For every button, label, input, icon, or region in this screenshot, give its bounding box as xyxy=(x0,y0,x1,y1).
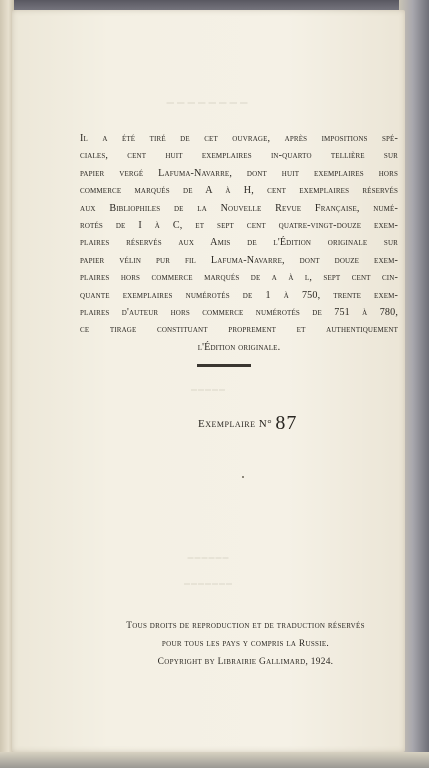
ink-speck xyxy=(242,476,244,478)
copy-label: Exemplaire N° xyxy=(198,418,273,430)
colophon-line: ce tirage constituant proprement et authentiquement xyxy=(80,324,398,336)
rights-line: Tous droits de reproduction et de traduction réservés xyxy=(126,621,365,631)
copy-number: 87 xyxy=(275,412,298,434)
colophon-line-final: l'Édition originale. xyxy=(197,341,281,353)
colophon-line: rotés de I à C, et sept cent quatre-vingt-douze exem- xyxy=(80,220,398,232)
show-through-title: ⎯⎯⎯⎯⎯⎯⎯⎯ xyxy=(166,95,251,111)
colophon-line: plaires réservés aux Amis de l'Édition originale sur xyxy=(80,237,398,249)
copy-number-line xyxy=(198,410,348,433)
copyright-line: Copyright by Librairie Gallimard, 1924. xyxy=(157,657,334,667)
rights-notice xyxy=(98,617,393,671)
colophon-line: Il a été tiré de cet ouvrage, après impositions spé- xyxy=(80,133,398,144)
colophon-line: commerce marqués de A à H, cent exemplaires réservés xyxy=(80,185,398,197)
show-through-text: ⎯⎯⎯⎯⎯ xyxy=(190,382,226,396)
colophon-paragraph xyxy=(80,130,398,356)
colophon-line: plaires d'auteur hors commerce numérotés de 751 à 780, xyxy=(80,307,398,319)
show-through-text: ⎯⎯⎯⎯⎯⎯⎯ xyxy=(183,576,233,590)
colophon-line: papier vergé Lafuma-Navarre, dont huit exemplaires hors xyxy=(80,167,398,179)
section-divider xyxy=(197,364,251,367)
book-bottom-edge xyxy=(0,752,429,768)
colophon-line: ciales, cent huit exemplaires in-quarto tellière sur xyxy=(80,150,398,162)
colophon-line: quante exemplaires numérotés de 1 à 750, trente exem- xyxy=(80,289,398,301)
rights-line: pour tous les pays y compris la Russie. xyxy=(161,639,330,649)
colophon-line: papier vélin pur fil Lafuma-Navarre, dont douze exem- xyxy=(80,254,398,266)
colophon-line: plaires hors commerce marqués de a à l, sept cent cin- xyxy=(80,272,398,284)
show-through-text: ⎯⎯⎯⎯⎯⎯ xyxy=(187,550,230,564)
colophon-line: aux Bibliophiles de la Nouvelle Revue Française, numé- xyxy=(80,202,398,214)
